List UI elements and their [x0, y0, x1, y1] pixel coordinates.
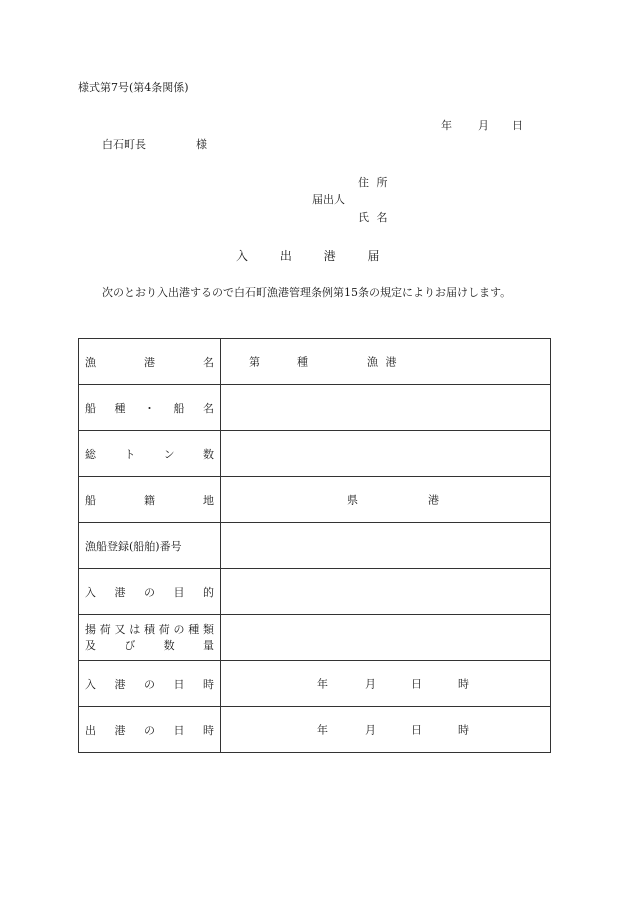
- field-vessel-type-name[interactable]: [221, 385, 551, 431]
- label-vessel-type-name: [79, 385, 221, 431]
- date-year-label: 年: [441, 119, 452, 132]
- name-label: 氏 名: [358, 211, 388, 224]
- table-row: [79, 661, 551, 707]
- label-fishing-port: [79, 339, 221, 385]
- table-row: [79, 615, 551, 661]
- table-row: [79, 523, 551, 569]
- month-suffix: 月: [365, 723, 376, 736]
- label-text-line1: 揚 荷 又 は 積 荷 の 種 類: [85, 622, 214, 636]
- port-class-suffix: 種: [297, 355, 308, 368]
- label-text: 漁船登録(船舶)番号: [85, 539, 182, 553]
- label-departure-datetime: [79, 707, 221, 753]
- field-gross-tonnage[interactable]: [221, 431, 551, 477]
- field-port-of-registry[interactable]: [221, 477, 551, 523]
- year-suffix: 年: [317, 677, 328, 690]
- label-entry-datetime: [79, 661, 221, 707]
- label-registration-number: [79, 523, 221, 569]
- document-title: 入 出 港 届: [236, 249, 380, 263]
- label-text: 総 ト ン 数: [85, 447, 214, 461]
- table-row: [79, 385, 551, 431]
- hour-suffix: 時: [458, 677, 469, 690]
- field-registration-number[interactable]: [221, 523, 551, 569]
- label-text: 入 港 の 目 的: [85, 585, 214, 599]
- field-departure-datetime[interactable]: [221, 707, 551, 753]
- form-number: 様式第7号(第4条関係): [78, 81, 189, 94]
- label-text: 漁 港 名: [85, 355, 214, 369]
- label-entry-purpose: [79, 569, 221, 615]
- label-port-of-registry: [79, 477, 221, 523]
- honorific: 様: [196, 138, 207, 151]
- hour-suffix: 時: [458, 723, 469, 736]
- day-suffix: 日: [411, 677, 422, 690]
- field-entry-datetime[interactable]: [221, 661, 551, 707]
- label-text-line2: 及 び 数 量: [85, 638, 214, 652]
- date-day-label: 日: [512, 119, 523, 132]
- intro-text: 次のとおり入出港するので白石町漁港管理条例第15条の規定によりお届けします。: [102, 286, 512, 299]
- label-cargo-type-quantity: [79, 615, 221, 661]
- day-suffix: 日: [411, 723, 422, 736]
- field-entry-purpose[interactable]: [221, 569, 551, 615]
- table-row: [79, 431, 551, 477]
- fishing-port-suffix: 漁 港: [367, 355, 397, 368]
- table-row: [79, 569, 551, 615]
- applicant-role-label: 届出人: [312, 193, 345, 206]
- harbor-entry-form-table: [78, 338, 551, 753]
- prefecture-suffix: 県: [347, 493, 358, 506]
- table-row: [79, 339, 551, 385]
- port-class-prefix: 第: [249, 355, 260, 368]
- field-fishing-port[interactable]: [221, 339, 551, 385]
- year-suffix: 年: [317, 723, 328, 736]
- addressee: 白石町長: [102, 138, 146, 151]
- label-text: 船 籍 地: [85, 493, 214, 507]
- month-suffix: 月: [365, 677, 376, 690]
- label-gross-tonnage: [79, 431, 221, 477]
- label-text: 出 港 の 日 時: [85, 723, 214, 737]
- label-text: 入 港 の 日 時: [85, 677, 214, 691]
- table-row: [79, 477, 551, 523]
- address-label: 住 所: [358, 176, 388, 189]
- table-row: [79, 707, 551, 753]
- port-suffix: 港: [428, 493, 439, 506]
- label-text: 船 種 ・ 船 名: [85, 401, 214, 415]
- date-month-label: 月: [478, 119, 489, 132]
- field-cargo-type-quantity[interactable]: [221, 615, 551, 661]
